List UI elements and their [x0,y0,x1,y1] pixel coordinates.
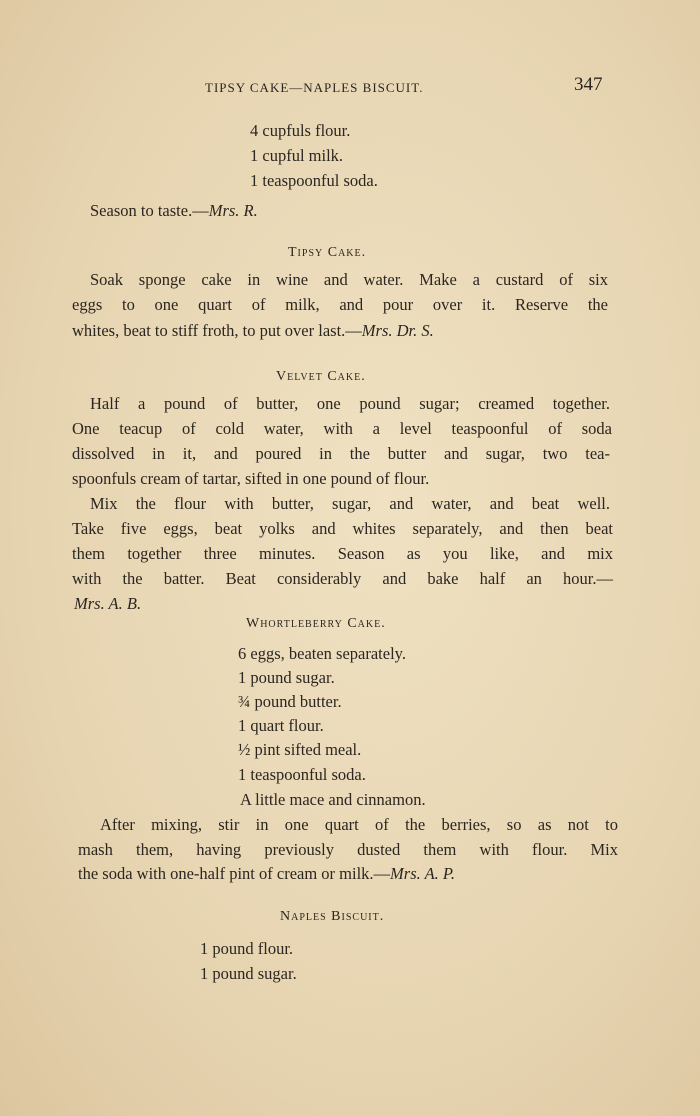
list-item: 1 teaspoonful soda. [238,765,366,784]
paragraph-line: spoonfuls cream of tartar, sifted in one pound of flour. [72,469,430,488]
paragraph-line: One teacup of cold water, with a level teaspoonful of soda [72,419,612,438]
list-item: ½ pint sifted meal. [238,740,362,759]
page-number: 347 [574,74,603,95]
list-item: 1 pound sugar. [238,668,335,687]
paragraph-line: whites, beat to stiff froth, to put over last.—Mrs. Dr. S. [72,321,434,340]
list-item: 6 eggs, beaten separately. [238,644,406,663]
paragraph-line: Take five eggs, beat yolks and whites separately, and then beat [72,519,613,538]
paragraph-line: Half a pound of butter, one pound sugar; creamed together. [90,394,610,413]
list-item: 4 cupfuls flour. [250,121,351,140]
running-head: TIPSY CAKE—NAPLES BISCUIT. [205,80,424,95]
recipe-heading: Tipsy Cake. [288,245,367,260]
recipe-heading: Velvet Cake. [276,369,366,384]
signature: Mrs. A. P. [390,864,455,883]
recipe-heading: Naples Biscuit. [280,909,385,924]
signature: Mrs. A. B. [74,594,142,613]
paragraph-line: the soda with one-half pint of cream or milk.—Mrs. A. P. [78,864,455,883]
paragraph-line: Season to taste.—Mrs. R. [90,201,258,220]
recipe-heading: Whortleberry Cake. [246,616,386,631]
paragraph-line: eggs to one quart of milk, and pour over it. Reserve the [72,295,608,314]
list-item: 1 quart flour. [238,716,324,735]
signature: Mrs. Dr. S. [361,321,434,340]
paragraph-line: with the batter. Beat considerably and bake half an hour.— [72,569,613,588]
paragraph-line: Mix the flour with butter, sugar, and water, and beat well. [90,494,610,513]
paragraph-line: Soak sponge cake in wine and water. Make a custard of six [90,270,608,289]
list-item: 1 teaspoonful soda. [250,171,378,190]
list-item: 1 pound sugar. [200,964,297,983]
list-item: 1 pound flour. [200,939,294,958]
paragraph-line: mash them, having previously dusted them with flour. Mix [78,840,618,859]
list-item: A little mace and cinnamon. [240,790,426,809]
paragraph-line: After mixing, stir in one quart of the berries, so as not to [100,815,618,834]
paragraph-line: them together three minutes. Season as you like, and mix [72,544,613,563]
paragraph-line: dissolved in it, and poured in the butter and sugar, two tea- [72,444,610,463]
list-item: 1 cupful milk. [250,146,344,165]
list-item: ¾ pound butter. [238,692,342,711]
signature: Mrs. R. [208,201,258,220]
